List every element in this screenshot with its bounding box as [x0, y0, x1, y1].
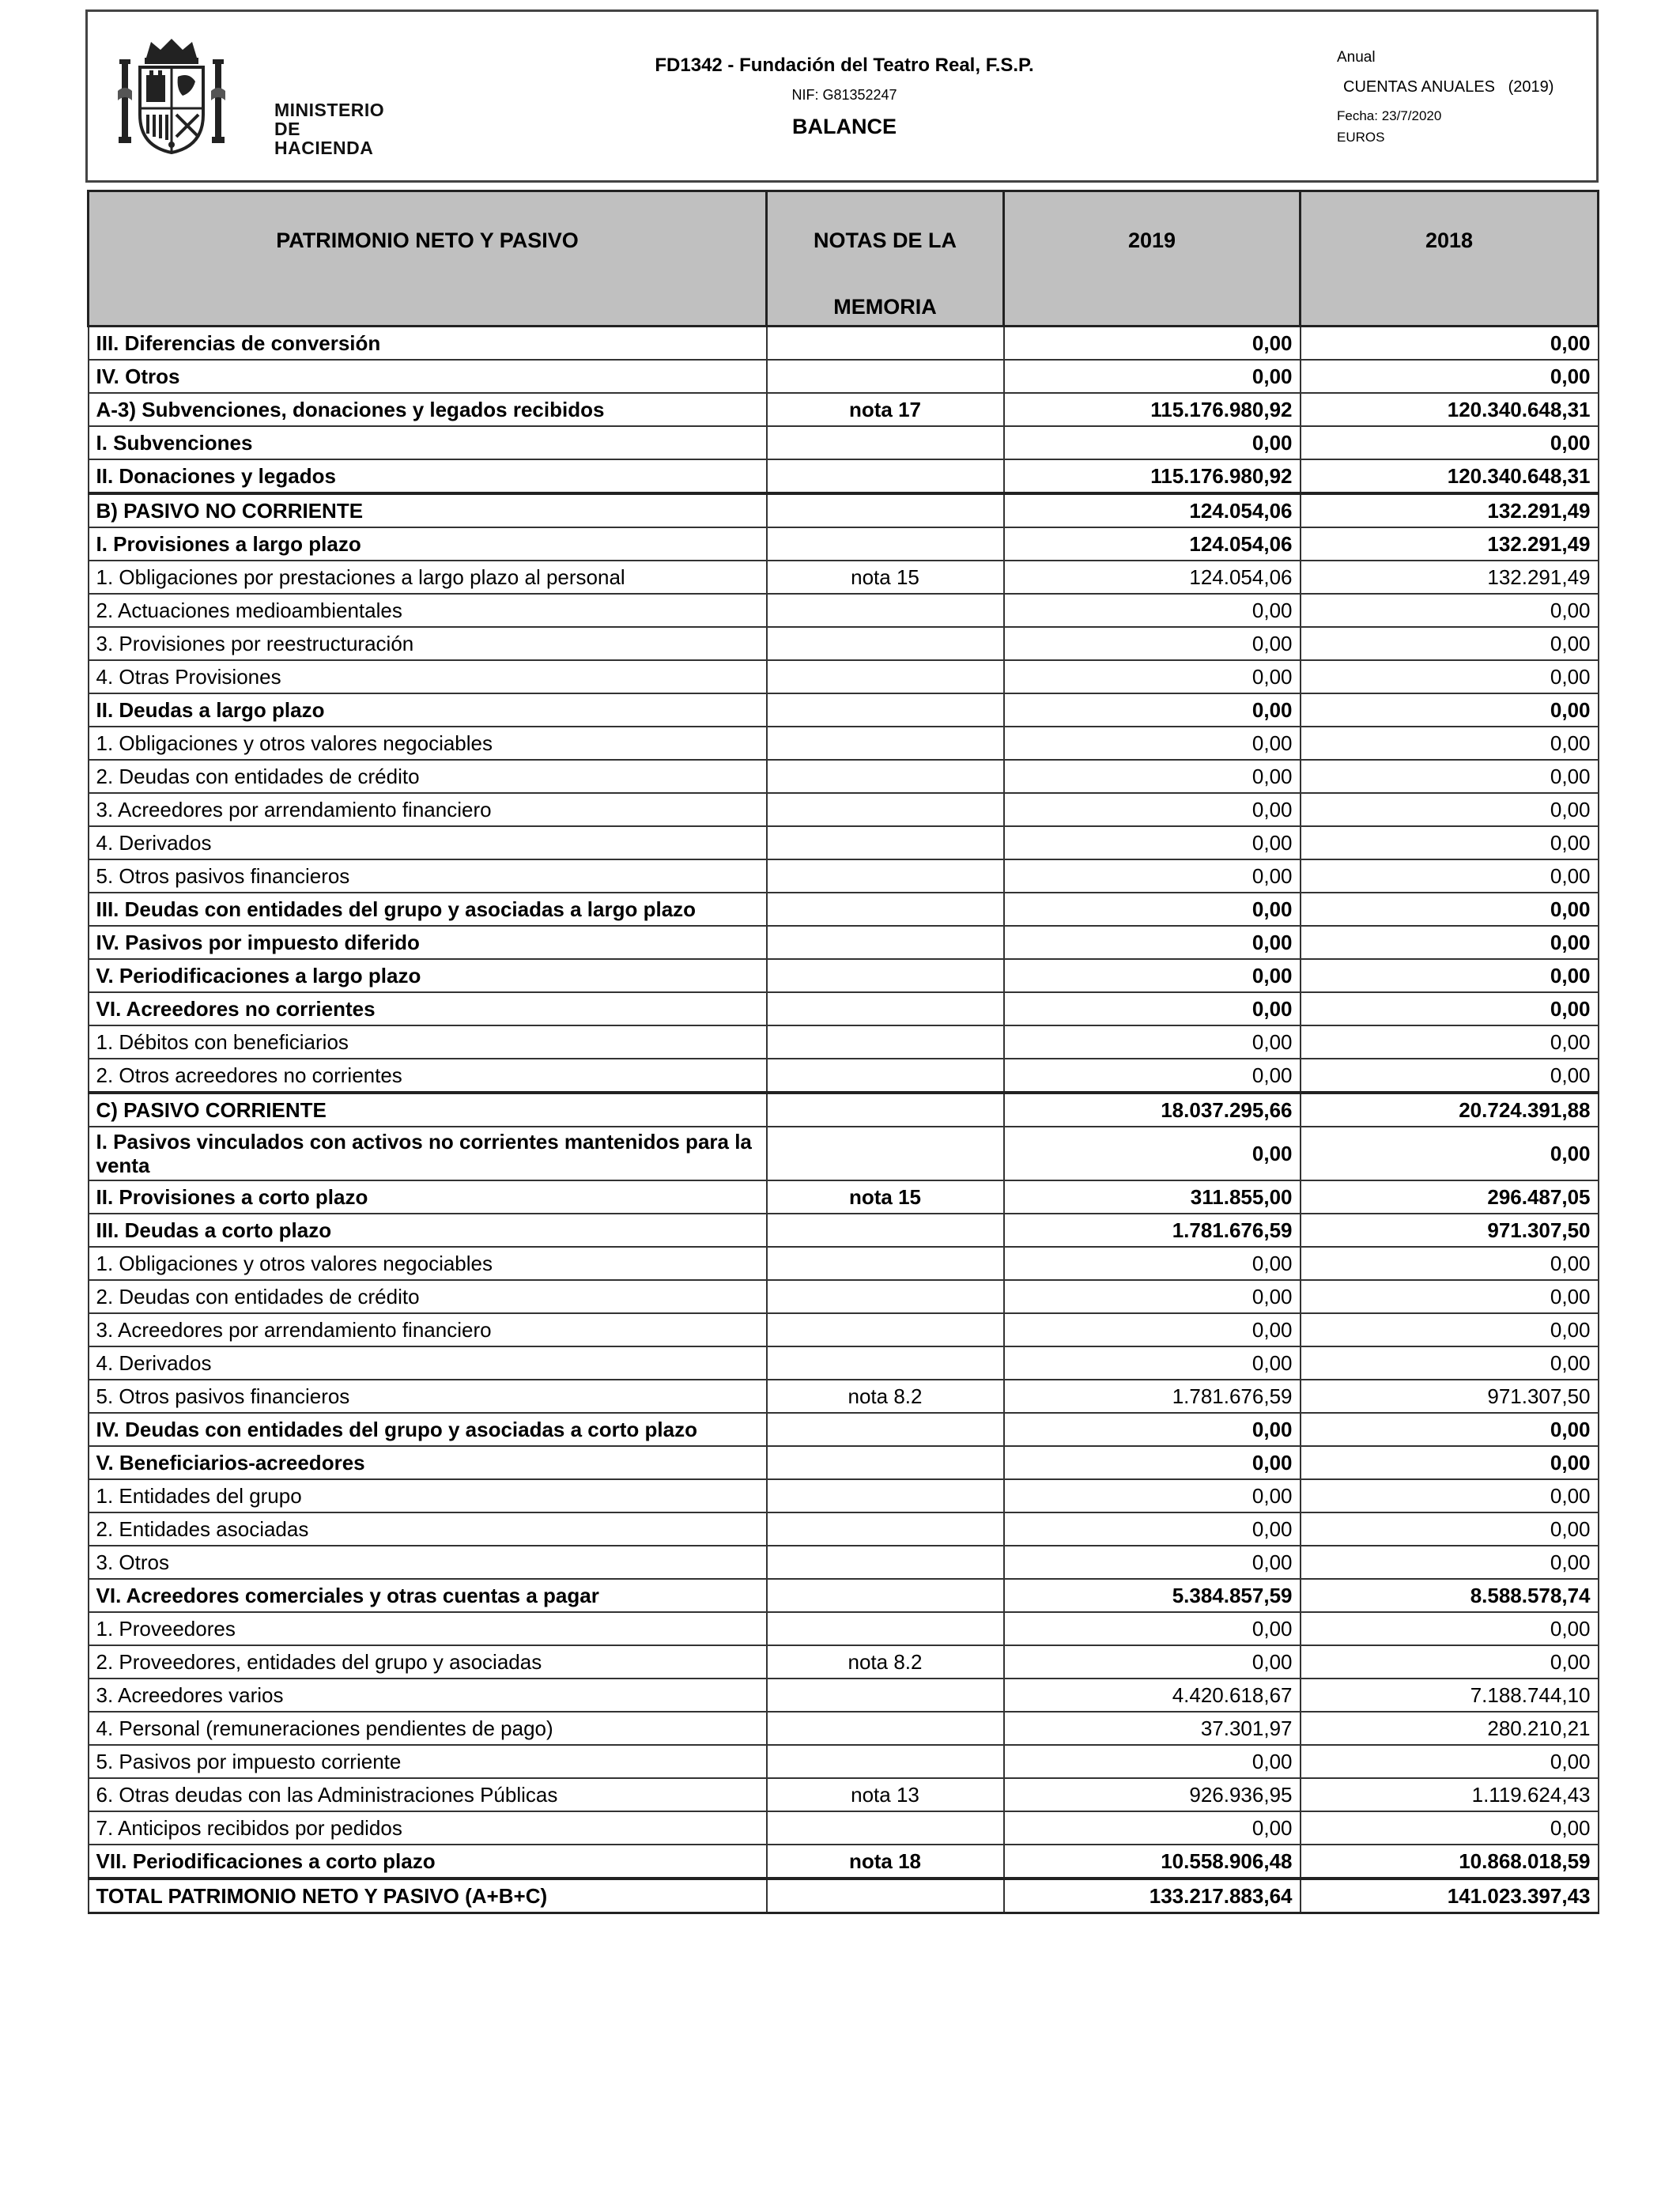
row-note — [767, 1346, 1004, 1380]
row-value-2019: 0,00 — [1004, 760, 1301, 793]
col-header-2019: 2019 — [1004, 191, 1301, 327]
table-row — [89, 793, 1599, 826]
row-value-2018: 0,00 — [1301, 1811, 1599, 1845]
report-header — [85, 9, 1599, 183]
row-value-2019: 115.176.980,92 — [1004, 459, 1301, 493]
row-value-2019: 0,00 — [1004, 1059, 1301, 1093]
col-header-2018: 2018 — [1301, 191, 1599, 327]
row-note — [767, 1127, 1004, 1180]
row-label: 1. Obligaciones por prestaciones a largo plazo al personal — [89, 561, 767, 594]
row-value-2018: 132.291,49 — [1301, 527, 1599, 561]
table-row — [89, 1214, 1599, 1247]
row-value-2019: 0,00 — [1004, 660, 1301, 693]
table-row — [89, 693, 1599, 727]
row-value-2019: 1.781.676,59 — [1004, 1214, 1301, 1247]
row-label: VII. Periodificaciones a corto plazo — [89, 1845, 767, 1879]
table-row — [89, 859, 1599, 893]
table-row — [89, 459, 1599, 493]
row-note: nota 13 — [767, 1778, 1004, 1811]
row-note — [767, 1413, 1004, 1446]
row-value-2019: 124.054,06 — [1004, 493, 1301, 527]
row-label: III. Deudas con entidades del grupo y asociadas a largo plazo — [89, 893, 767, 926]
col-header-notes-line1: NOTAS DE LA — [814, 228, 957, 252]
row-value-2019: 18.037.295,66 — [1004, 1093, 1301, 1127]
row-note — [767, 693, 1004, 727]
row-value-2019: 0,00 — [1004, 1645, 1301, 1679]
row-value-2019: 133.217.883,64 — [1004, 1879, 1301, 1913]
table-row — [89, 1778, 1599, 1811]
row-value-2018: 971.307,50 — [1301, 1380, 1599, 1413]
row-value-2018: 0,00 — [1301, 1025, 1599, 1059]
row-value-2019: 0,00 — [1004, 992, 1301, 1025]
row-value-2018: 132.291,49 — [1301, 561, 1599, 594]
table-row — [89, 1059, 1599, 1093]
row-note — [767, 1025, 1004, 1059]
row-value-2019: 0,00 — [1004, 693, 1301, 727]
table-row — [89, 594, 1599, 627]
row-label: II. Provisiones a corto plazo — [89, 1180, 767, 1214]
row-value-2019: 0,00 — [1004, 594, 1301, 627]
row-value-2018: 0,00 — [1301, 793, 1599, 826]
row-value-2019: 926.936,95 — [1004, 1778, 1301, 1811]
row-value-2018: 0,00 — [1301, 1512, 1599, 1546]
row-label: 4. Personal (remuneraciones pendientes de pago) — [89, 1712, 767, 1745]
row-label: C) PASIVO CORRIENTE — [89, 1093, 767, 1127]
row-value-2018: 0,00 — [1301, 327, 1599, 361]
table-row — [89, 1479, 1599, 1512]
row-label: 5. Otros pasivos financieros — [89, 1380, 767, 1413]
table-row — [89, 1579, 1599, 1612]
table-header-row — [89, 191, 1599, 327]
table-row — [89, 760, 1599, 793]
row-label: V. Periodificaciones a largo plazo — [89, 959, 767, 992]
table-row — [89, 1546, 1599, 1579]
table-row — [89, 660, 1599, 693]
row-value-2018: 0,00 — [1301, 660, 1599, 693]
table-row — [89, 1811, 1599, 1845]
row-note — [767, 426, 1004, 459]
row-label: I. Subvenciones — [89, 426, 767, 459]
row-value-2019: 124.054,06 — [1004, 527, 1301, 561]
row-value-2018: 0,00 — [1301, 360, 1599, 393]
row-value-2018: 0,00 — [1301, 1346, 1599, 1380]
row-value-2018: 0,00 — [1301, 594, 1599, 627]
row-label: 3. Acreedores por arrendamiento financiero — [89, 1313, 767, 1346]
table-row — [89, 1280, 1599, 1313]
row-note — [767, 1546, 1004, 1579]
row-value-2019: 0,00 — [1004, 859, 1301, 893]
table-row — [89, 360, 1599, 393]
table-row — [89, 1645, 1599, 1679]
row-note — [767, 1811, 1004, 1845]
row-label: 2. Actuaciones medioambientales — [89, 594, 767, 627]
row-note — [767, 493, 1004, 527]
row-note — [767, 959, 1004, 992]
row-label: TOTAL PATRIMONIO NETO Y PASIVO (A+B+C) — [89, 1879, 767, 1913]
row-note — [767, 1512, 1004, 1546]
row-value-2019: 0,00 — [1004, 1745, 1301, 1778]
row-value-2018: 0,00 — [1301, 859, 1599, 893]
row-label: 2. Proveedores, entidades del grupo y asociadas — [89, 1645, 767, 1679]
table-row — [89, 893, 1599, 926]
table-row — [89, 426, 1599, 459]
table-row — [89, 627, 1599, 660]
row-note: nota 17 — [767, 393, 1004, 426]
currency: EUROS — [1337, 130, 1385, 145]
row-label: 1. Proveedores — [89, 1612, 767, 1645]
row-label: 1. Obligaciones y otros valores negociables — [89, 1247, 767, 1280]
table-row — [89, 1313, 1599, 1346]
row-label: 3. Otros — [89, 1546, 767, 1579]
row-label: IV. Pasivos por impuesto diferido — [89, 926, 767, 959]
row-value-2018: 20.724.391,88 — [1301, 1093, 1599, 1127]
row-note — [767, 1679, 1004, 1712]
row-value-2019: 0,00 — [1004, 826, 1301, 859]
col-header-concept: PATRIMONIO NETO Y PASIVO — [89, 191, 767, 327]
row-value-2019: 0,00 — [1004, 1612, 1301, 1645]
row-label: VI. Acreedores no corrientes — [89, 992, 767, 1025]
row-note — [767, 1093, 1004, 1127]
row-value-2019: 0,00 — [1004, 1127, 1301, 1180]
row-value-2018: 0,00 — [1301, 1059, 1599, 1093]
row-label: III. Deudas a corto plazo — [89, 1214, 767, 1247]
table-row — [89, 992, 1599, 1025]
row-note — [767, 992, 1004, 1025]
ministry-line1: MINISTERIO — [274, 100, 385, 120]
row-value-2018: 971.307,50 — [1301, 1214, 1599, 1247]
row-value-2018: 0,00 — [1301, 1446, 1599, 1479]
row-note: nota 15 — [767, 561, 1004, 594]
row-note: nota 15 — [767, 1180, 1004, 1214]
table-row — [89, 1512, 1599, 1546]
row-value-2018: 0,00 — [1301, 1413, 1599, 1446]
row-value-2019: 0,00 — [1004, 1413, 1301, 1446]
table-row — [89, 1380, 1599, 1413]
row-value-2019: 311.855,00 — [1004, 1180, 1301, 1214]
row-label: B) PASIVO NO CORRIENTE — [89, 493, 767, 527]
row-value-2018: 0,00 — [1301, 959, 1599, 992]
row-label: II. Donaciones y legados — [89, 459, 767, 493]
row-label: 5. Pasivos por impuesto corriente — [89, 1745, 767, 1778]
row-note: nota 8.2 — [767, 1380, 1004, 1413]
row-note — [767, 527, 1004, 561]
row-value-2018: 296.487,05 — [1301, 1180, 1599, 1214]
table-row — [89, 1025, 1599, 1059]
row-label: 1. Débitos con beneficiarios — [89, 1025, 767, 1059]
table-row — [89, 1446, 1599, 1479]
table-row — [89, 1879, 1599, 1913]
row-label: VI. Acreedores comerciales y otras cuentas a pagar — [89, 1579, 767, 1612]
row-value-2019: 0,00 — [1004, 1247, 1301, 1280]
table-row — [89, 1093, 1599, 1127]
row-label: A-3) Subvenciones, donaciones y legados recibidos — [89, 393, 767, 426]
row-label: IV. Deudas con entidades del grupo y asociadas a corto plazo — [89, 1413, 767, 1446]
table-row — [89, 493, 1599, 527]
report-date: Fecha: 23/7/2020 — [1337, 108, 1442, 123]
table-row — [89, 1413, 1599, 1446]
table-row — [89, 1346, 1599, 1380]
row-label: 2. Deudas con entidades de crédito — [89, 760, 767, 793]
row-label: 4. Derivados — [89, 826, 767, 859]
row-label: 4. Derivados — [89, 1346, 767, 1380]
row-value-2018: 1.119.624,43 — [1301, 1778, 1599, 1811]
row-value-2018: 0,00 — [1301, 1612, 1599, 1645]
row-value-2018: 0,00 — [1301, 826, 1599, 859]
table-row — [89, 1180, 1599, 1214]
row-value-2019: 0,00 — [1004, 426, 1301, 459]
row-value-2019: 0,00 — [1004, 360, 1301, 393]
col-header-notes-line2: MEMORIA — [833, 295, 937, 319]
period-type: Anual — [1337, 49, 1376, 66]
report-name — [1343, 78, 1554, 96]
row-value-2019: 1.781.676,59 — [1004, 1380, 1301, 1413]
row-value-2018: 0,00 — [1301, 893, 1599, 926]
row-value-2018: 0,00 — [1301, 727, 1599, 760]
row-label: 1. Entidades del grupo — [89, 1479, 767, 1512]
row-label: 3. Provisiones por reestructuración — [89, 627, 767, 660]
table-row — [89, 926, 1599, 959]
row-value-2018: 0,00 — [1301, 1745, 1599, 1778]
row-note — [767, 660, 1004, 693]
row-note — [767, 1479, 1004, 1512]
row-note — [767, 793, 1004, 826]
row-note — [767, 1745, 1004, 1778]
row-note — [767, 893, 1004, 926]
row-note — [767, 1612, 1004, 1645]
entity-nif: NIF: G81352247 — [791, 87, 897, 103]
row-note: nota 18 — [767, 1845, 1004, 1879]
row-value-2019: 0,00 — [1004, 327, 1301, 361]
row-value-2018: 141.023.397,43 — [1301, 1879, 1599, 1913]
row-value-2019: 0,00 — [1004, 1025, 1301, 1059]
row-value-2018: 0,00 — [1301, 426, 1599, 459]
table-row — [89, 1845, 1599, 1879]
row-value-2018: 0,00 — [1301, 926, 1599, 959]
row-value-2018: 120.340.648,31 — [1301, 459, 1599, 493]
row-label: 6. Otras deudas con las Administraciones Públicas — [89, 1778, 767, 1811]
row-value-2018: 0,00 — [1301, 760, 1599, 793]
row-value-2019: 0,00 — [1004, 1280, 1301, 1313]
row-value-2019: 0,00 — [1004, 893, 1301, 926]
row-note: nota 8.2 — [767, 1645, 1004, 1679]
row-label: III. Diferencias de conversión — [89, 327, 767, 361]
row-value-2019: 115.176.980,92 — [1004, 393, 1301, 426]
row-label: 3. Acreedores por arrendamiento financiero — [89, 793, 767, 826]
row-value-2018: 0,00 — [1301, 1247, 1599, 1280]
row-value-2019: 0,00 — [1004, 1479, 1301, 1512]
row-value-2019: 0,00 — [1004, 1811, 1301, 1845]
row-note — [767, 594, 1004, 627]
table-row — [89, 527, 1599, 561]
row-value-2018: 280.210,21 — [1301, 1712, 1599, 1745]
row-note — [767, 1879, 1004, 1913]
row-label: IV. Otros — [89, 360, 767, 393]
row-note — [767, 1247, 1004, 1280]
row-value-2019: 0,00 — [1004, 793, 1301, 826]
table-row — [89, 826, 1599, 859]
row-value-2019: 0,00 — [1004, 959, 1301, 992]
row-note — [767, 327, 1004, 361]
row-label: 4. Otras Provisiones — [89, 660, 767, 693]
row-label: 2. Otros acreedores no corrientes — [89, 1059, 767, 1093]
table-row — [89, 1679, 1599, 1712]
row-label: 2. Entidades asociadas — [89, 1512, 767, 1546]
row-value-2018: 120.340.648,31 — [1301, 393, 1599, 426]
row-value-2019: 0,00 — [1004, 926, 1301, 959]
row-note — [767, 627, 1004, 660]
row-note — [767, 859, 1004, 893]
ministry-line2: DE HACIENDA — [274, 119, 374, 158]
row-label: II. Deudas a largo plazo — [89, 693, 767, 727]
entity-name: FD1342 - Fundación del Teatro Real, F.S.P. — [655, 55, 1034, 76]
row-note — [767, 1214, 1004, 1247]
row-value-2019: 0,00 — [1004, 1346, 1301, 1380]
row-label: 3. Acreedores varios — [89, 1679, 767, 1712]
table-row — [89, 561, 1599, 594]
row-label: I. Pasivos vinculados con activos no corrientes mantenidos para la venta — [89, 1127, 767, 1180]
row-value-2019: 4.420.618,67 — [1004, 1679, 1301, 1712]
row-value-2018: 0,00 — [1301, 1645, 1599, 1679]
row-note — [767, 1579, 1004, 1612]
row-value-2019: 124.054,06 — [1004, 561, 1301, 594]
table-row — [89, 1247, 1599, 1280]
row-note — [767, 760, 1004, 793]
row-note — [767, 360, 1004, 393]
row-label: 1. Obligaciones y otros valores negociables — [89, 727, 767, 760]
row-note — [767, 1059, 1004, 1093]
row-note — [767, 826, 1004, 859]
row-value-2018: 0,00 — [1301, 693, 1599, 727]
row-note — [767, 1313, 1004, 1346]
row-value-2019: 5.384.857,59 — [1004, 1579, 1301, 1612]
row-value-2019: 0,00 — [1004, 727, 1301, 760]
row-note — [767, 1280, 1004, 1313]
row-value-2019: 0,00 — [1004, 1446, 1301, 1479]
table-row — [89, 393, 1599, 426]
balance-table — [87, 190, 1599, 1914]
row-value-2019: 10.558.906,48 — [1004, 1845, 1301, 1879]
col-header-notes — [767, 191, 1004, 327]
row-value-2019: 0,00 — [1004, 1313, 1301, 1346]
row-value-2018: 8.588.578,74 — [1301, 1579, 1599, 1612]
row-value-2018: 0,00 — [1301, 992, 1599, 1025]
row-value-2019: 0,00 — [1004, 1512, 1301, 1546]
row-note — [767, 459, 1004, 493]
row-value-2018: 0,00 — [1301, 627, 1599, 660]
row-note — [767, 1712, 1004, 1745]
report-label: CUENTAS ANUALES — [1343, 78, 1495, 96]
row-value-2018: 132.291,49 — [1301, 493, 1599, 527]
row-value-2018: 0,00 — [1301, 1280, 1599, 1313]
page-title: BALANCE — [792, 115, 897, 138]
row-value-2019: 37.301,97 — [1004, 1712, 1301, 1745]
row-value-2018: 0,00 — [1301, 1479, 1599, 1512]
row-label: I. Provisiones a largo plazo — [89, 527, 767, 561]
row-value-2018: 0,00 — [1301, 1313, 1599, 1346]
row-label: 5. Otros pasivos financieros — [89, 859, 767, 893]
row-note — [767, 926, 1004, 959]
table-row — [89, 727, 1599, 760]
row-value-2018: 0,00 — [1301, 1127, 1599, 1180]
row-value-2019: 0,00 — [1004, 1546, 1301, 1579]
row-value-2019: 0,00 — [1004, 627, 1301, 660]
row-value-2018: 10.868.018,59 — [1301, 1845, 1599, 1879]
row-note — [767, 727, 1004, 760]
table-row — [89, 1127, 1599, 1180]
row-label: 7. Anticipos recibidos por pedidos — [89, 1811, 767, 1845]
row-note — [767, 1446, 1004, 1479]
table-row — [89, 1712, 1599, 1745]
row-value-2018: 7.188.744,10 — [1301, 1679, 1599, 1712]
table-row — [89, 1745, 1599, 1778]
report-year: (2019) — [1508, 78, 1554, 96]
row-label: 2. Deudas con entidades de crédito — [89, 1280, 767, 1313]
table-row — [89, 959, 1599, 992]
table-row — [89, 1612, 1599, 1645]
table-row — [89, 327, 1599, 361]
row-label: V. Beneficiarios-acreedores — [89, 1446, 767, 1479]
row-value-2018: 0,00 — [1301, 1546, 1599, 1579]
